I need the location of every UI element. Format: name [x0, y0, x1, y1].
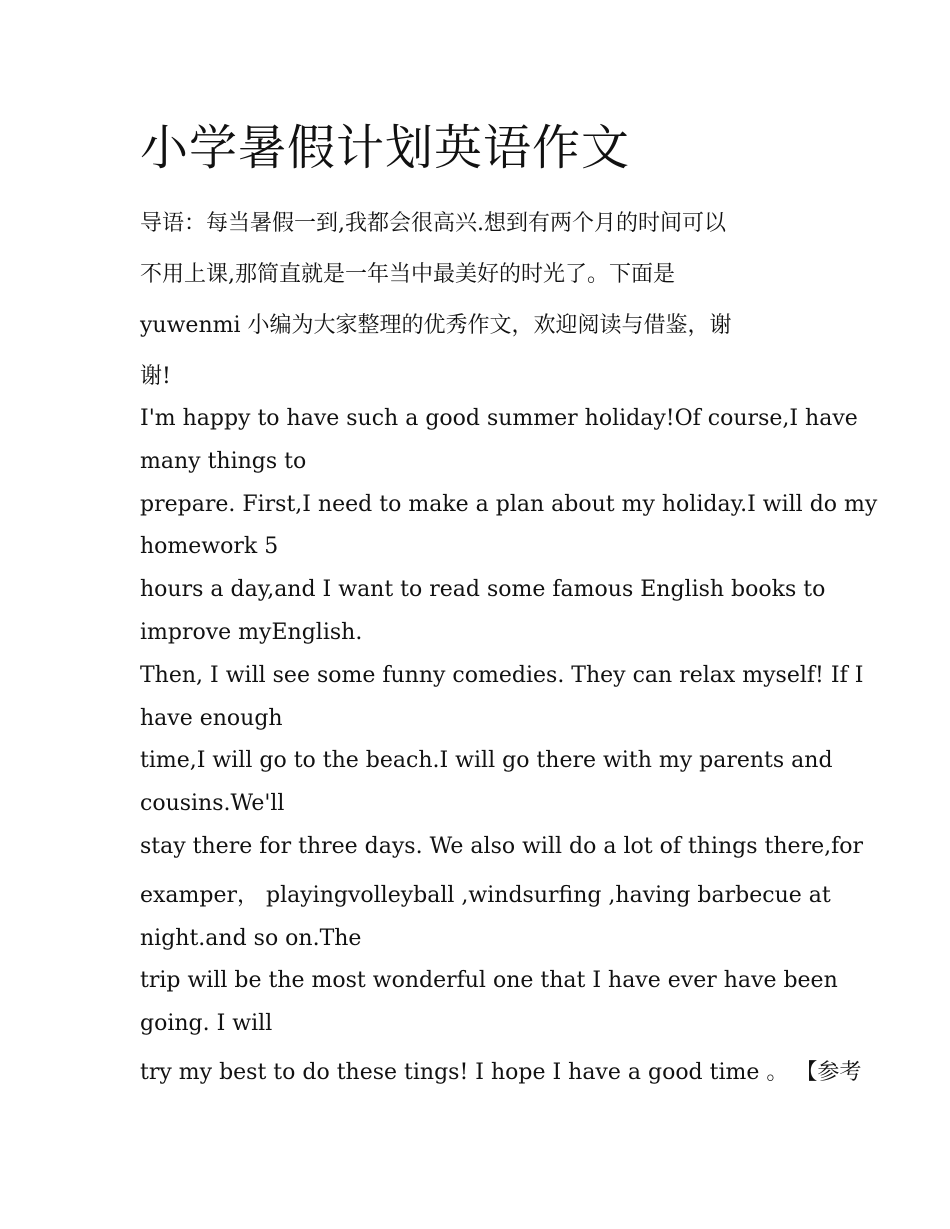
intro-line: yuwenmi 小编为大家整理的优秀作文，欢迎阅读与借鉴，谢: [140, 313, 732, 338]
essay-line: homework 5: [140, 534, 279, 560]
essay-line: trip will be the most wonderful one that I have ever have been: [140, 968, 838, 994]
essay-line: going. I will: [140, 1011, 273, 1037]
essay-line: have enough: [140, 705, 283, 731]
essay-line: prepare. First,I need to make a plan about my holiday.I will do my: [140, 491, 878, 517]
intro-line: 谢!: [140, 364, 171, 389]
essay-line: try my best to do these tings! I hope I have a good time 。 【参考: [140, 1059, 862, 1085]
essay-line: cousins.We'll: [140, 791, 285, 817]
essay-line: improve myEnglish.: [140, 619, 363, 645]
essay-line: hours a day,and I want to read some famous English books to: [140, 577, 826, 603]
intro-line: 不用上课,那简直就是一年当中最美好的时光了。下面是: [140, 262, 675, 287]
essay-line: many things to: [140, 448, 307, 474]
essay-line: examper， playingvolleyball ,windsurfing ,having barbecue at: [140, 882, 831, 908]
essay-line: Then, I will see some funny comedies. They can relax myself! If I: [140, 662, 864, 688]
intro-paragraph: [140, 198, 820, 402]
intro-line: 导语：每当暑假一到,我都会很高兴.想到有两个月的时间可以: [140, 211, 726, 236]
essay-line: stay there for three days. We also will do a lot of things there,for: [140, 833, 864, 859]
essay-line: I'm happy to have such a good summer holiday!Of course,I have: [140, 406, 858, 431]
essay-line: time,I will go to the beach.I will go there with my parents and: [140, 748, 833, 774]
document-title: 小学暑假计划英语作文: [140, 120, 631, 176]
essay-body: [140, 398, 878, 1095]
essay-line: night.and so on.The: [140, 925, 362, 951]
